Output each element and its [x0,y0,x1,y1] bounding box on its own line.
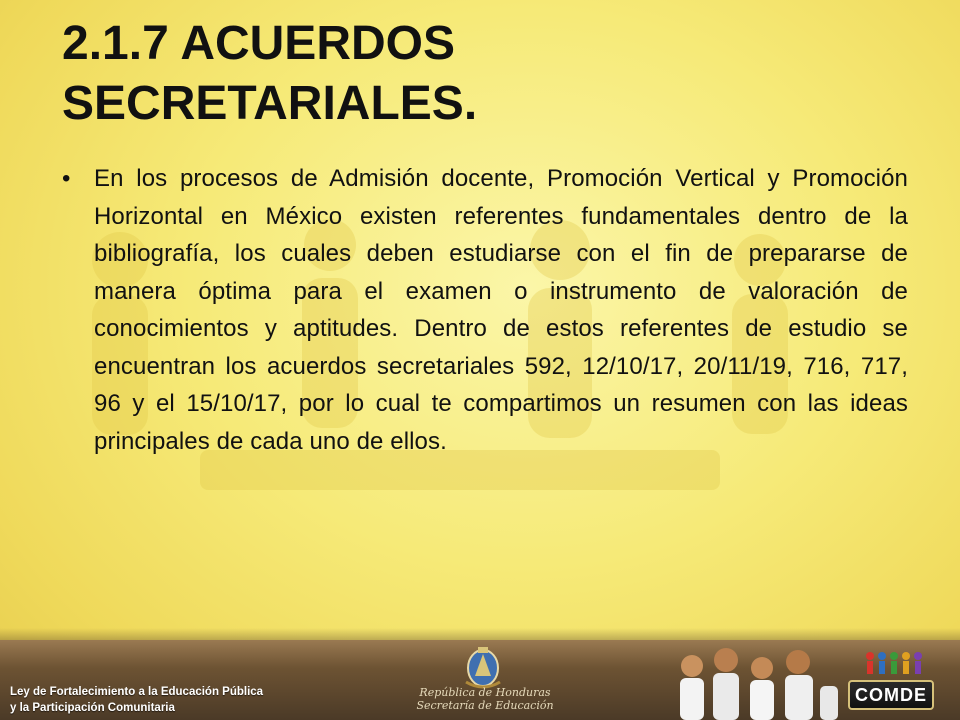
footer-line-2: y la Participación Comunitaria [10,702,175,714]
bullet-paragraph: En los procesos de Admisión docente, Promoción Vertical y Promoción Horizontal en México existen referentes fundamentales dentro de la bibliografía, los cuales deben estudiarse con el fin de prepararse de manera óptima para el examen o instrumento de valoración de conocimientos y aptitudes. Dentro de estos referentes de estudio se encuentran los acuerdos secretariales 592, 12/10/17, 20/11/19, 716, 717, 96 y el 15/10/17, por lo cual te compartimos un resumen con las ideas principales de cada uno de ellos. [94,165,908,455]
bullet-item [62,160,908,460]
seal-line-1: República de Honduras [419,686,551,699]
slide-title: 2.1.7 ACUERDOS SECRETARIALES. [62,17,478,130]
children-photo [670,636,840,720]
footer-line-1: Ley de Fortalecimiento a la Educación Pública [10,686,264,698]
seal-caption [400,686,570,712]
honduras-seal-icon [458,642,508,692]
slide-content [62,160,908,460]
comde-people-icon [862,650,926,676]
comde-logo: COMDE [848,680,934,710]
footer-law-title [10,684,330,716]
seal-line-2: Secretaría de Educación [416,699,554,712]
bullet-icon: • [62,165,71,192]
